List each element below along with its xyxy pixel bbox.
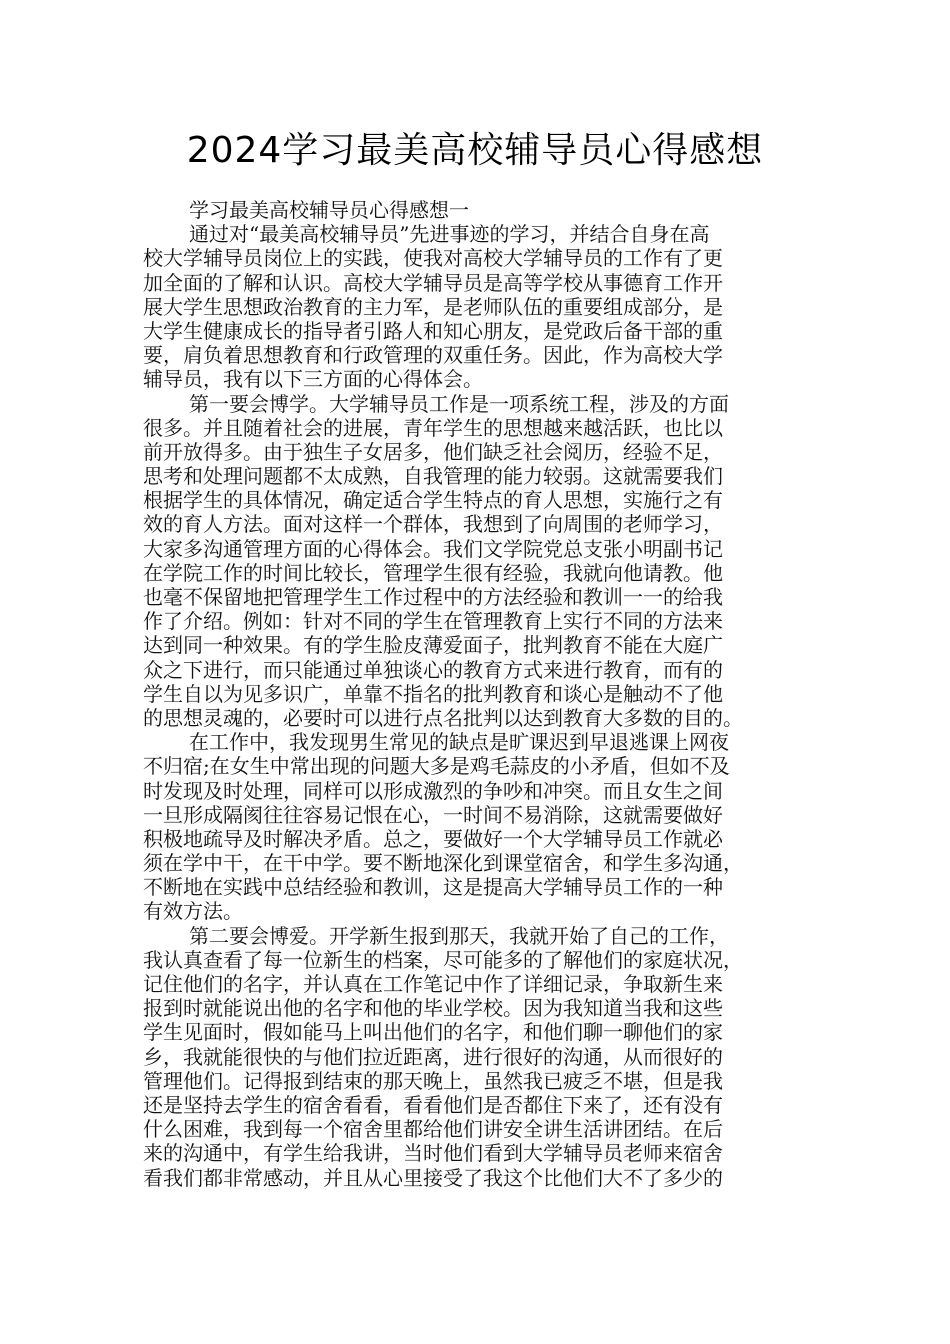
text-line: 看我们都非常感动，并且从心里接受了我这个比他们大不了多少的 [143,1165,723,1190]
text-line: 也毫不保留地把管理学生工作过程中的方法经验和教训一一的给我 [143,585,723,610]
text-line: 通过对“最美高校辅导员”先进事迹的学习，并结合自身在高 [189,222,710,247]
document-title: 2024学习最美高校辅导员心得感想 [186,130,764,171]
text-line: 来的沟通中，有学生给我讲，当时他们看到大学辅导员老师来宿舍 [143,1141,723,1166]
text-line: 不断地在实践中总结经验和教训，这是提高大学辅导员工作的一种 [143,875,723,900]
text-line: 在学院工作的时间比较长，管理学生很有经验，我就向他请教。他 [143,560,723,585]
paragraph [143,392,815,731]
text-line: 还是坚持去学生的宿舍看看，看看他们是否都住下来了，还有没有 [143,1092,723,1117]
text-line: 前开放得多。由于独生子女居多，他们缺乏社会阅历，经验不足， [143,439,723,464]
text-line: 我认真查看了每一位新生的档案，尽可能多的了解他们的家庭状况， [143,947,743,972]
text-line: 加全面的了解和认识。高校大学辅导员是高等学校从事德育工作开 [143,270,723,295]
paragraph [143,924,815,1190]
text-line: 第二要会博爱。开学新生报到那天，我就开始了自己的工作， [189,923,729,948]
section-heading: 学习最美高校辅导员心得感想一 [189,198,469,222]
text-line: 的思想灵魂的，必要时可以进行点名批判以达到教育大多数的目的。 [143,705,743,730]
text-line: 要，肩负着思想教育和行政管理的双重任务。因此，作为高校大学 [143,343,723,368]
text-line: 积极地疏导及时解决矛盾。总之，要做好一个大学辅导员工作就必 [143,826,723,851]
text-line: 不归宿;在女生中常出现的问题大多是鸡毛蒜皮的小矛盾，但如不及 [143,754,730,779]
text-line: 效的育人方法。面对这样一个群体，我想到了向周围的老师学习， [143,512,723,537]
text-line: 在工作中，我发现男生常见的缺点是旷课迟到早退逃课上网夜 [189,730,729,755]
text-line: 众之下进行，而只能通过单独谈心的教育方式来进行教育，而有的 [143,657,723,682]
paragraph-list [143,222,815,1190]
text-line: 一旦形成隔阂往往容易记恨在心，一时间不易消除，这就需要做好 [143,802,723,827]
text-line: 管理他们。记得报到结束的那天晚上，虽然我已疲乏不堪，但是我 [143,1068,723,1093]
text-line: 很多。并且随着社会的进展，青年学生的思想越来越活跃，也比以 [143,415,723,440]
text-line: 时发现及时处理，同样可以形成激烈的争吵和冲突。而且女生之间 [143,778,723,803]
text-line: 大学生健康成长的指导者引路人和知心朋友，是党政后备干部的重 [143,318,723,343]
text-line: 思考和处理问题都不太成熟，自我管理的能力较弱。这就需要我们 [143,464,723,489]
text-line: 第一要会博学。大学辅导员工作是一项系统工程，涉及的方面 [189,391,729,416]
text-line: 大家多沟通管理方面的心得体会。我们文学院党总支张小明副书记 [143,536,723,561]
text-line: 校大学辅导员岗位上的实践，使我对高校大学辅导员的工作有了更 [143,246,723,271]
text-line: 作了介绍。例如：针对不同的学生在管理教育上实行不同的方法来 [143,609,723,634]
paragraph [143,730,815,924]
text-line: 根据学生的具体情况，确定适合学生特点的育人思想，实施行之有 [143,488,723,513]
text-line: 记住他们的名字，并认真在工作笔记中作了详细记录，争取新生来 [143,972,723,997]
text-line: 乡，我就能很快的与他们拉近距离，进行很好的沟通，从而很好的 [143,1044,723,1069]
text-line: 展大学生思想政治教育的主力军，是老师队伍的重要组成部分，是 [143,294,723,319]
document-body [143,198,815,1190]
text-line: 报到时就能说出他的名字和他的毕业学校。因为我知道当我和这些 [143,996,723,1021]
text-line: 什么困难，我到每一个宿舍里都给他们讲安全讲生活讲团结。在后 [143,1117,723,1142]
text-line: 有效方法。 [143,899,243,924]
paragraph [143,222,815,391]
text-line: 辅导员，我有以下三方面的心得体会。 [143,367,483,392]
text-line: 须在学中干，在干中学。要不断地深化到课堂宿舍，和学生多沟通， [143,851,743,876]
text-line: 学生自以为见多识广，单靠不指名的批判教育和谈心是触动不了他 [143,681,723,706]
text-line: 学生见面时，假如能马上叫出他们的名字，和他们聊一聊他们的家 [143,1020,723,1045]
text-line: 达到同一种效果。有的学生脸皮薄爱面子，批判教育不能在大庭广 [143,633,723,658]
